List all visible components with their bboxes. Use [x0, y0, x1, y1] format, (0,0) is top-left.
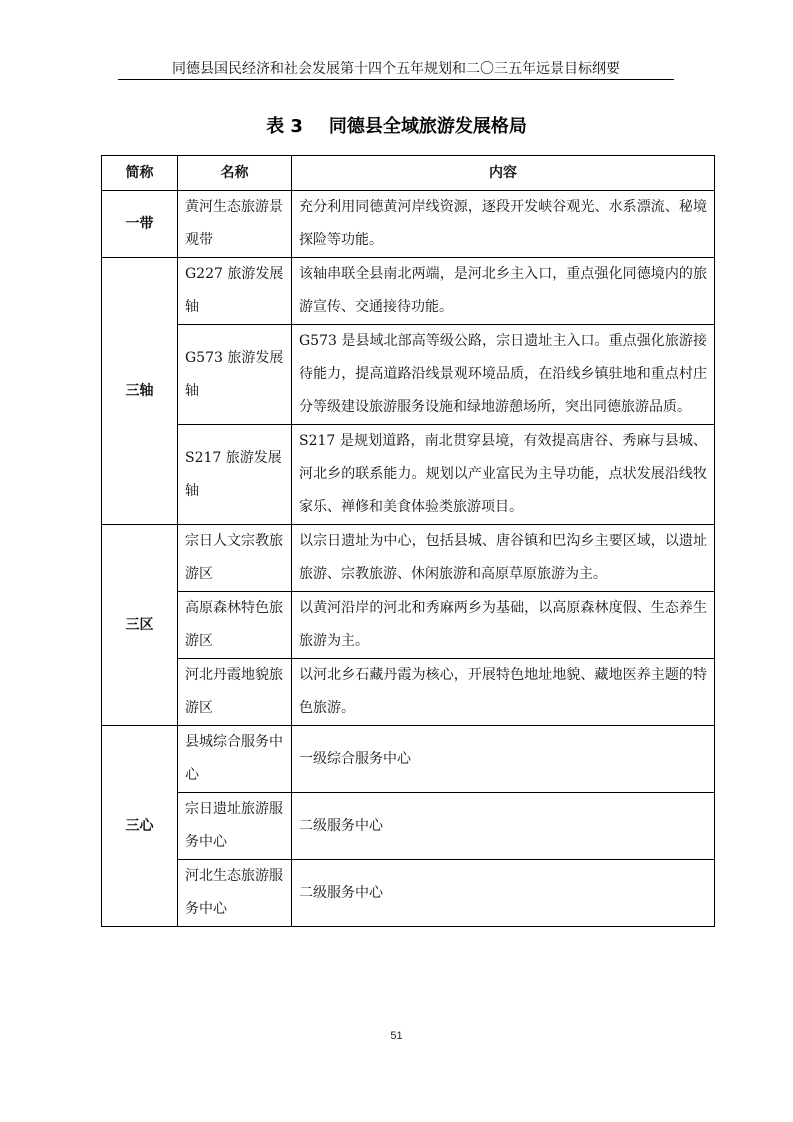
name-cell: 宗日遗址旅游服务中心 [178, 793, 292, 860]
table-row [102, 726, 715, 793]
tourism-layout-table [101, 155, 715, 927]
group-abbr-cell: 一带 [102, 191, 178, 258]
table-title-text: 同德县全域旅游发展格局 [328, 116, 527, 137]
name-cell: 宗日人文宗教旅游区 [178, 525, 292, 592]
column-header-name: 名称 [178, 156, 292, 191]
group-abbr-cell: 三区 [102, 525, 178, 726]
name-cell: S217 旅游发展轴 [178, 425, 292, 525]
page-number: 51 [390, 1030, 403, 1042]
content-cell: 该轴串联全县南北两端，是河北乡主入口，重点强化同德境内的旅游宣传、交通接待功能。 [292, 258, 715, 325]
group-abbr-cell: 三心 [102, 726, 178, 927]
table-title [0, 112, 793, 138]
column-header-abbr: 简称 [102, 156, 178, 191]
table-row [102, 425, 715, 525]
column-header-content: 内容 [292, 156, 715, 191]
content-cell: 充分利用同德黄河岸线资源，逐段开发峡谷观光、水系漂流、秘境探险等功能。 [292, 191, 715, 258]
table-row [102, 191, 715, 258]
group-abbr-cell: 三轴 [102, 258, 178, 525]
content-cell: G573 是县域北部高等级公路，宗日遗址主入口。重点强化旅游接待能力，提高道路沿线景观环境品质，在沿线乡镇驻地和重点村庄分等级建设旅游服务设施和绿地游憩场所，突出同德旅游品质。 [292, 325, 715, 425]
table-row [102, 860, 715, 927]
name-cell: 河北丹霞地貌旅游区 [178, 659, 292, 726]
table-row [102, 525, 715, 592]
content-cell: 一级综合服务中心 [292, 726, 715, 793]
table-row [102, 325, 715, 425]
name-cell: 河北生态旅游服务中心 [178, 860, 292, 927]
running-header: 同德县国民经济和社会发展第十四个五年规划和二〇三五年远景目标纲要 [172, 61, 620, 77]
content-cell: 以河北乡石藏丹霞为核心，开展特色地址地貌、藏地医养主题的特色旅游。 [292, 659, 715, 726]
content-cell: S217 是规划道路，南北贯穿县境，有效提高唐谷、秀麻与县城、河北乡的联系能力。规划以产业富民为主导功能，点状发展沿线牧家乐、禅修和美食体验类旅游项目。 [292, 425, 715, 525]
header-rule [118, 79, 674, 80]
content-cell: 二级服务中心 [292, 860, 715, 927]
name-cell: 高原森林特色旅游区 [178, 592, 292, 659]
name-cell: 黄河生态旅游景观带 [178, 191, 292, 258]
content-cell: 以黄河沿岸的河北和秀麻两乡为基础，以高原森林度假、生态养生旅游为主。 [292, 592, 715, 659]
table-row [102, 659, 715, 726]
name-cell: G573 旅游发展轴 [178, 325, 292, 425]
table-row [102, 258, 715, 325]
content-cell: 二级服务中心 [292, 793, 715, 860]
table-row [102, 592, 715, 659]
name-cell: G227 旅游发展轴 [178, 258, 292, 325]
table-title-number: 表 3 [266, 116, 303, 137]
name-cell: 县城综合服务中心 [178, 726, 292, 793]
table-row [102, 793, 715, 860]
table-header-row [102, 156, 715, 191]
content-cell: 以宗日遗址为中心，包括县城、唐谷镇和巴沟乡主要区域，以遗址旅游、宗教旅游、休闲旅游和高原草原旅游为主。 [292, 525, 715, 592]
